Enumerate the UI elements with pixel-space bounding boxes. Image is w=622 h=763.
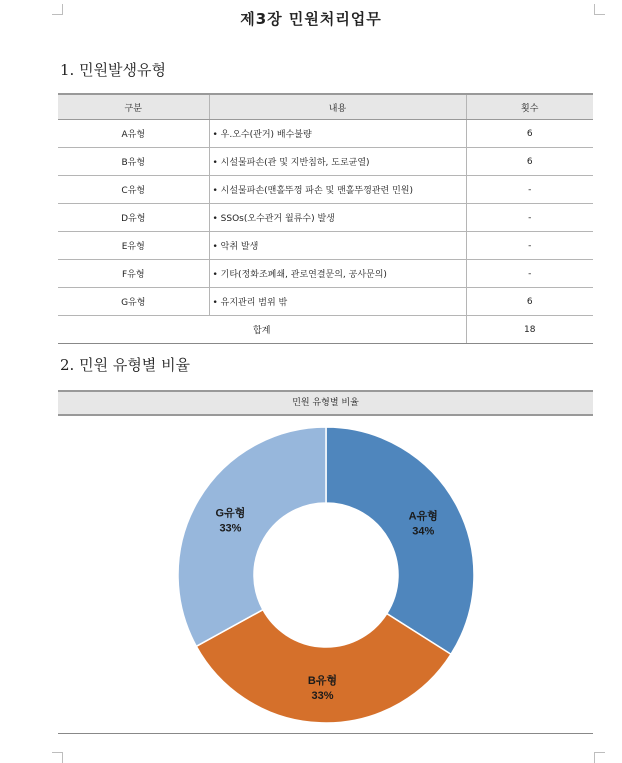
row-type: E유형 xyxy=(58,232,209,260)
slice-category-label: G유형 xyxy=(215,507,246,520)
section-heading-complaint-types: 1. 민원발생유형 xyxy=(60,61,167,79)
total-count: 18 xyxy=(466,316,593,344)
row-type: G유형 xyxy=(58,288,209,316)
row-desc: • 기타(정화조폐쇄, 관로연결문의, 공사문의) xyxy=(209,260,466,288)
row-type: D유형 xyxy=(58,204,209,232)
row-count: - xyxy=(466,176,593,204)
row-count: - xyxy=(466,260,593,288)
header-count: 횟수 xyxy=(466,94,593,120)
row-desc: • 악취 발생 xyxy=(209,232,466,260)
row-count: 6 xyxy=(466,288,593,316)
section-heading-type-ratio: 2. 민원 유형별 비율 xyxy=(60,356,191,374)
row-type: F유형 xyxy=(58,260,209,288)
row-count: - xyxy=(466,232,593,260)
row-desc: • SSOs(오수관거 월류수) 발생 xyxy=(209,204,466,232)
slice-category-label: B유형 xyxy=(307,674,338,687)
row-type: C유형 xyxy=(58,176,209,204)
row-count: - xyxy=(466,204,593,232)
row-count: 6 xyxy=(466,148,593,176)
chapter-title: 제3장 민원처리업무 xyxy=(240,10,382,28)
slice-percent-label: 34% xyxy=(412,525,435,538)
total-label: 합계 xyxy=(58,316,466,344)
donut-slice-A유형 xyxy=(326,427,474,654)
row-desc: • 시설물파손(관 및 지반침하, 도로균열) xyxy=(209,148,466,176)
row-desc: • 유지관리 범위 밖 xyxy=(209,288,466,316)
row-type: A유형 xyxy=(58,120,209,148)
row-count: 6 xyxy=(466,120,593,148)
header-content: 내용 xyxy=(209,94,466,120)
donut-slice-G유형 xyxy=(178,427,326,646)
row-type: B유형 xyxy=(58,148,209,176)
row-desc: • 우.오수(관거) 배수불량 xyxy=(209,120,466,148)
row-desc: • 시설물파손(맨홀뚜껑 파손 및 맨홀뚜껑관련 민원) xyxy=(209,176,466,204)
header-category: 구분 xyxy=(58,94,209,120)
slice-percent-label: 33% xyxy=(219,522,242,535)
slice-category-label: A유형 xyxy=(408,510,438,523)
chart-header: 민원 유형별 비율 xyxy=(58,390,593,416)
slice-percent-label: 33% xyxy=(311,689,334,702)
chart-bottom-rule xyxy=(58,733,593,734)
